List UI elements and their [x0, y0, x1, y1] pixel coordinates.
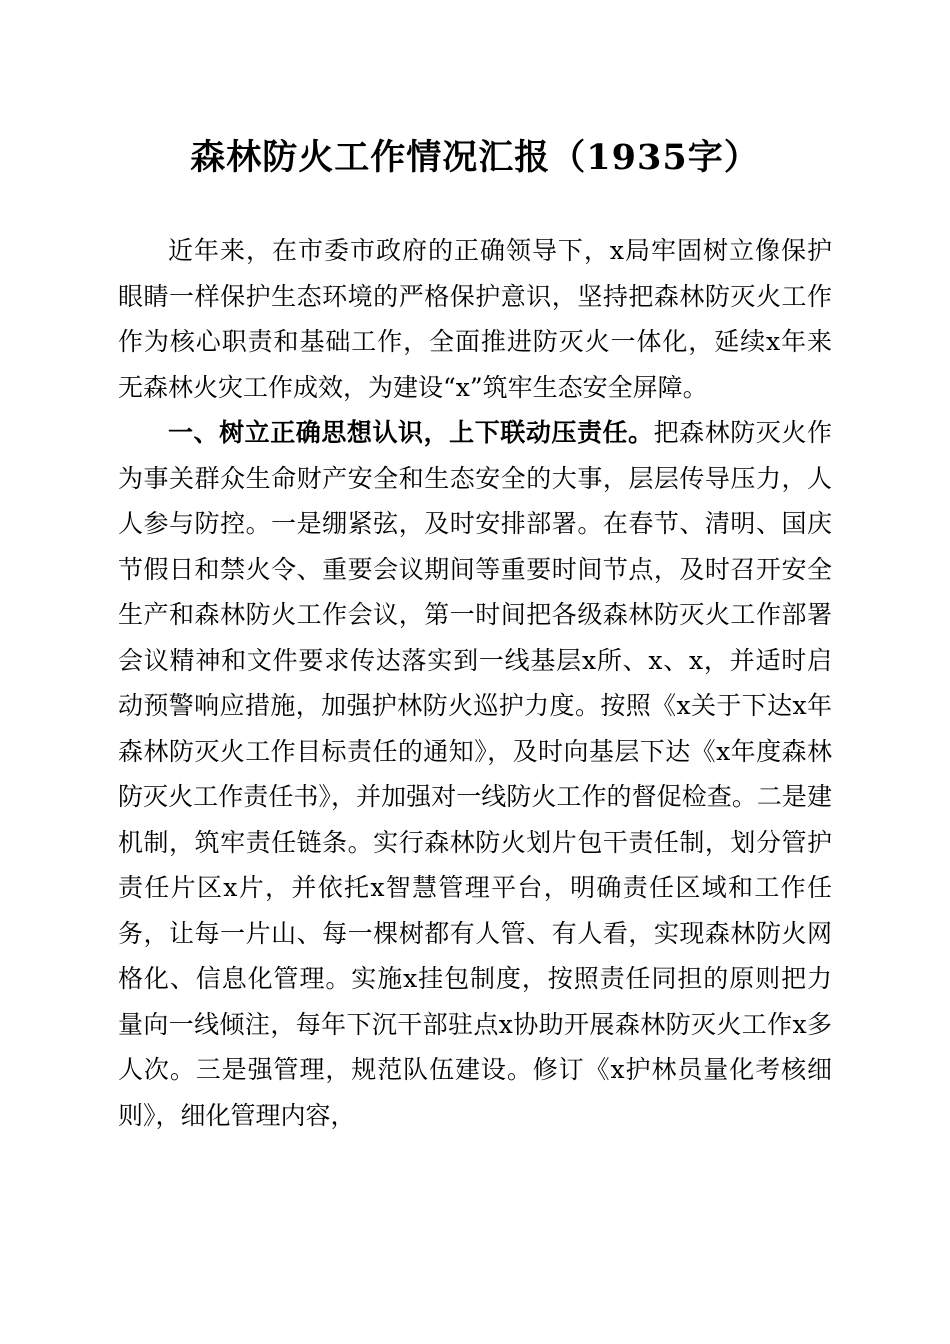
- paragraph-intro-text: 近年来，在市委市政府的正确领导下，x局牢固树立像保护眼睛一样保护生态环境的严格保护意识，坚持把森林防灭火工作作为核心职责和基础工作，全面推进防灭火一体化，延续x年来无森林火灾工作成效，为建设“x”筑牢生态安全屏障。: [118, 236, 832, 402]
- document-title: 森林防火工作情况汇报（1935字）: [190, 137, 760, 178]
- section-1-heading: 一、树立正确思想认识，上下联动压责任。: [168, 418, 654, 447]
- document-body: [118, 228, 832, 1138]
- paragraph-section-1: [118, 410, 832, 1138]
- section-1-text: 把森林防灭火作为事关群众生命财产安全和生态安全的大事，层层传导压力，人人参与防控。一是绷紧弦，及时安排部署。在春节、清明、国庆节假日和禁火令、重要会议期间等重要时间节点，及时召开安全生产和森林防火工作会议，第一时间把各级森林防灭火工作部署会议精神和文件要求传达落实到一线基层x所、x、x，并适时启动预警响应措施，加强护林防火巡护力度。按照《x关于下达x年森林防灭火工作目标责任的通知》，及时向基层下达《x年度森林防灭火工作责任书》，并加强对一线防火工作的督促检查。二是建机制，筑牢责任链条。实行森林防火划片包干责任制，划分管护责任片区x片，并依托x智慧管理平台，明确责任区域和工作任务，让每一片山、每一棵树都有人管、有人看，实现森林防火网格化、信息化管理。实施x挂包制度，按照责任同担的原则把力量向一线倾注，每年下沉干部驻点x协助开展森林防灭火工作x多人次。三是强管理，规范队伍建设。修订《x护林员量化考核细则》，细化管理内容，: [118, 418, 832, 1130]
- paragraph-intro: [118, 228, 832, 410]
